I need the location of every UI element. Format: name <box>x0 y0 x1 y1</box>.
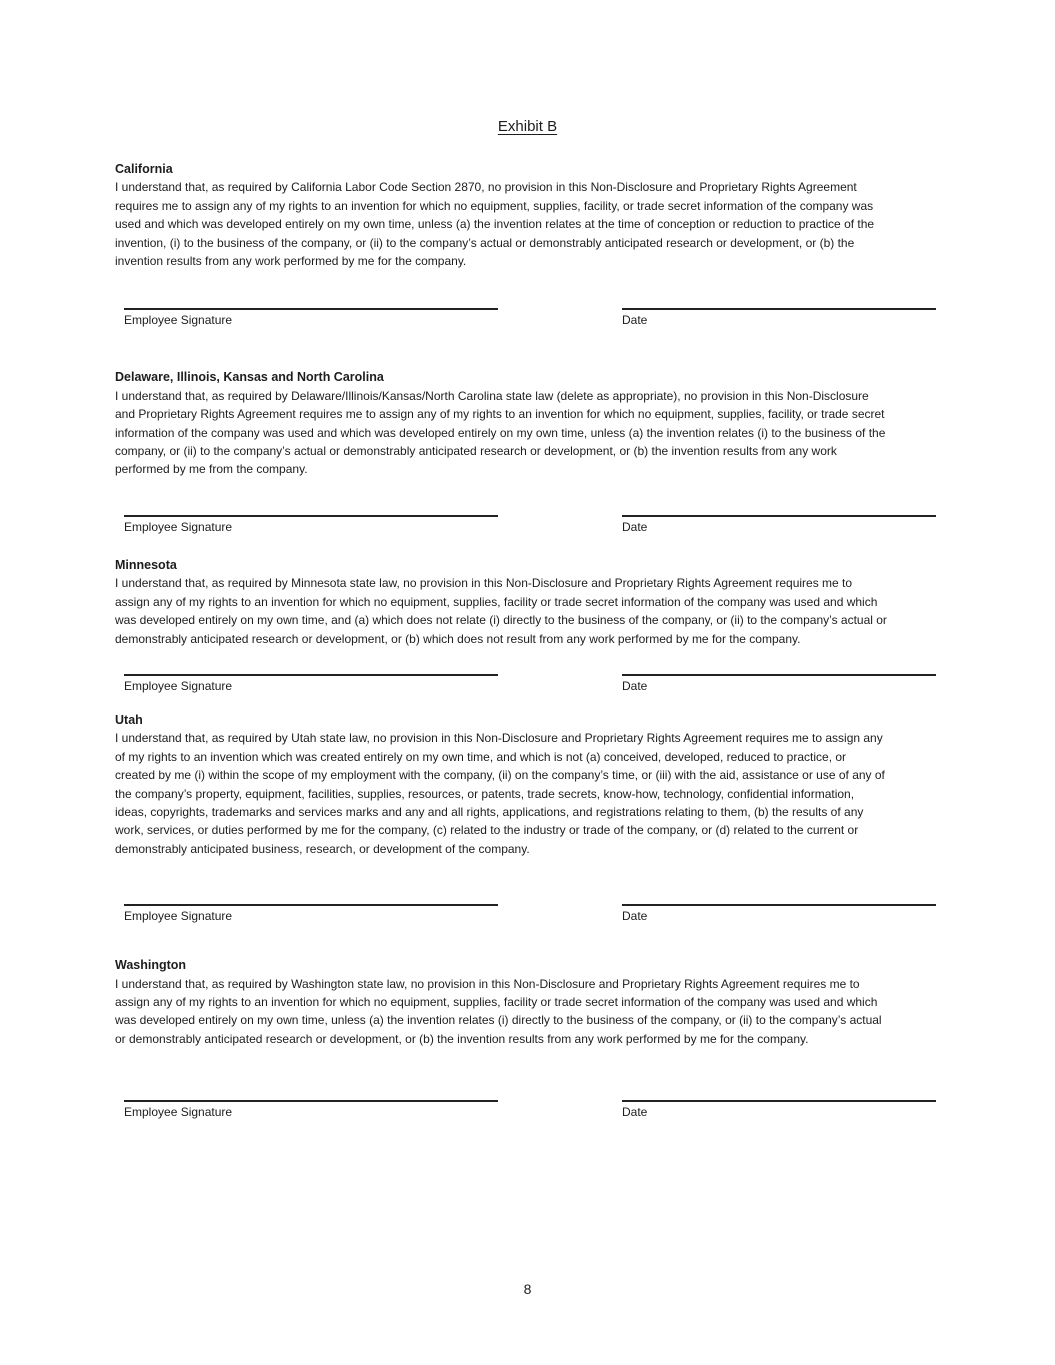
section-california <box>115 160 940 328</box>
employee-signature-label: Employee Signature <box>124 313 233 328</box>
signature-row <box>124 1100 940 1120</box>
date-label: Date <box>622 519 648 534</box>
employee-signature-label: Employee Signature <box>124 1105 233 1120</box>
date-block <box>622 904 936 924</box>
signature-row <box>124 674 940 694</box>
signature-row <box>124 308 940 328</box>
page-number: 8 <box>523 1281 532 1297</box>
employee-signature-block <box>124 308 498 328</box>
section-utah <box>115 711 940 924</box>
section-body: I understand that, as required by California Labor Code Section 2870, no provision in this Non-Disclosure and Proprietary Rights Agreement requires me to assign any of my rights to an invention for which no equipment, supplies, facility, or trade secret information of the company was used and which was developed entirely on my own time, unless (a) the invention relates at the time of conception or reduction to practice of the invention, (i) to the business of the company, or (ii) to the company’s actual or demonstrably anticipated research or development, or (b) the invention results from any work performed by me for the company. <box>115 180 875 269</box>
section-body: I understand that, as required by Minnesota state law, no provision in this Non-Disclosure and Proprietary Rights Agreement requires me to assign any of my rights to an invention for which no equipment, supplies, facility or trade secret information of the company was used and which was developed entirely on my own time, and (a) which does not relate (i) directly to the business of the company, or (ii) to the company’s actual or demonstrably anticipated research or development, or (b) which does not result from any work performed by me for the company. <box>115 576 887 646</box>
section-delaware-illinois-kansas-north-carolina <box>115 368 940 534</box>
section-body: I understand that, as required by Utah state law, no provision in this Non-Disclosure and Proprietary Rights Agreement requires me to assign any of my rights to an invention which was created entirely on my own time, and which is not (a) conceived, developed, reduced to practice, or created by me (i) within the scope of my employment with the company, (ii) on the company’s time, or (iii) with the aid, assistance or use of any of the company’s property, equipment, facilities, supplies, resources, or patents, trade secrets, know-how, technology, confidential information, ideas, copyrights, trademarks and services marks and any and all rights, applications, and registrations relating to them, (b) the results of any work, services, or duties performed by me for the company, (c) related to the industry or trade of the company, or (d) related to the current or demonstrably anticipated business, research, or development of the company. <box>115 731 885 856</box>
signature-row <box>124 904 940 924</box>
date-block <box>622 1100 936 1120</box>
employee-signature-block <box>124 904 498 924</box>
page-title: Exhibit B <box>497 118 558 135</box>
section-heading: Minnesota <box>115 557 177 572</box>
employee-signature-label: Employee Signature <box>124 519 233 534</box>
section-minnesota <box>115 556 940 694</box>
employee-signature-label: Employee Signature <box>124 678 233 693</box>
employee-signature-block <box>124 1100 498 1120</box>
section-body: I understand that, as required by Delaware/Illinois/Kansas/North Carolina state law (delete as appropriate), no provision in this Non-Disclosure and Proprietary Rights Agreement requires me to assign any of my rights to an invention for which no equipment, supplies, facility, or trade secret information of the company was used and which was developed entirely on my own time, unless (a) the invention relates (i) to the business of the company, or (ii) to the company’s actual or demonstrably anticipated research or development, or (b) the invention results from any work performed by me from the company. <box>115 388 886 477</box>
section-heading: Delaware, Illinois, Kansas and North Carolina <box>115 370 384 385</box>
date-label: Date <box>622 313 648 328</box>
section-heading: Washington <box>115 958 187 973</box>
section-heading: Utah <box>115 712 143 727</box>
section-washington <box>115 956 940 1120</box>
employee-signature-block <box>124 674 498 694</box>
date-block <box>622 515 936 535</box>
section-body: I understand that, as required by Washington state law, no provision in this Non-Disclosure and Proprietary Rights Agreement requires me to assign any of my rights to an invention for which no equipment, supplies, facility or trade secret information of the company was used and which was developed entirely on my own time, unless (a) the invention relates (i) directly to the business of the company, or (ii) to the company’s actual or demonstrably anticipated research or development, or (b) the invention results from any work performed by me for the company. <box>115 976 882 1046</box>
date-label: Date <box>622 1105 648 1120</box>
date-label: Date <box>622 678 648 693</box>
date-label: Date <box>622 909 648 924</box>
signature-row <box>124 515 940 535</box>
employee-signature-label: Employee Signature <box>124 909 233 924</box>
date-block <box>622 308 936 328</box>
employee-signature-block <box>124 515 498 535</box>
date-block <box>622 674 936 694</box>
section-heading: California <box>115 162 173 176</box>
